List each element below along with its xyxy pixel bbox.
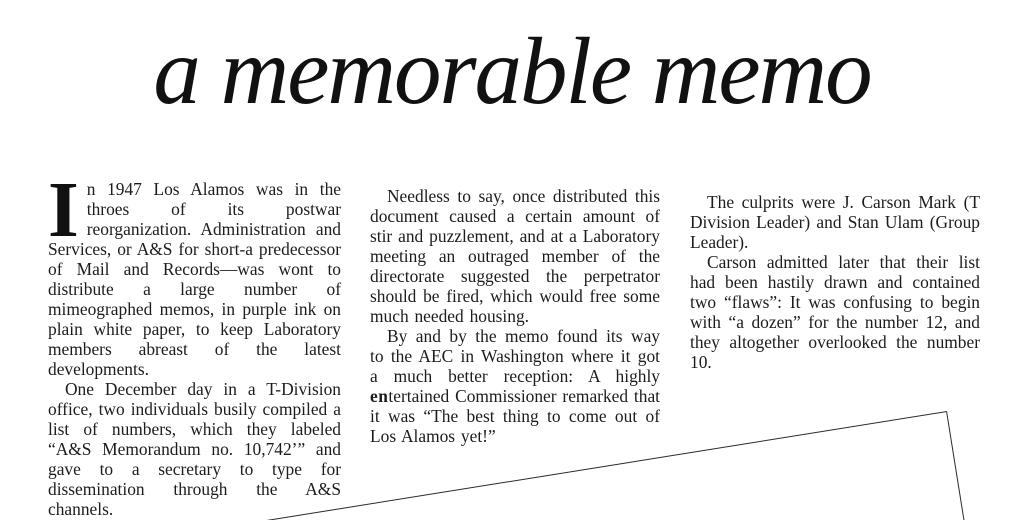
paragraph [690, 192, 980, 252]
paragraph-text: One December day in a T-Division office, two individuals busily compiled a list of numbers, which they labeled “A&S Memorandum no. 10,742’” and gave to a secretary to type for dissemination through the A&S channels. [48, 379, 341, 519]
paragraph-text: tertained Commissioner remarked that it was “The best thing to come out of Los Alamos yet!” [370, 386, 660, 446]
paragraph-text: Needless to say, once distributed this document caused a certain amount of stir and puzzlement, and at a Laboratory meeting an outraged member of the directorate suggested the perpetrator should be fired, which would free some much needed housing. [370, 186, 660, 326]
paragraph [48, 379, 341, 519]
paragraph-text: n 1947 Los Alamos was in the throes of its postwar reorganization. Administration and Services, or A&S for short-a predecessor of Mail and Records—was wont to distribute a large number of mimeographed memos, in purple ink on plain white paper, to keep Laboratory members abreast of the latest developments. [48, 179, 341, 379]
paragraph-text: The culprits were J. Carson Mark (T Division Leader) and Stan Ulam (Group Leader). [690, 192, 980, 252]
paragraph [690, 252, 980, 372]
bold-fragment: en [370, 386, 389, 406]
paragraph [370, 326, 660, 446]
drop-cap: I [48, 167, 79, 254]
article-column-1 [48, 167, 341, 519]
page-title: a memorable memo [153, 18, 871, 124]
paragraph-text: Carson admitted later that their list had been hastily drawn and contained two “flaws”: It was confusing to begin with “a dozen” for the number 12, and they altogether overlooked the number 10. [690, 252, 980, 372]
paragraph [370, 186, 660, 326]
paragraph-text: By and by the memo found its way to the AEC in Washington where it got a much better reception: A highly [370, 326, 660, 386]
paragraph [48, 167, 341, 379]
